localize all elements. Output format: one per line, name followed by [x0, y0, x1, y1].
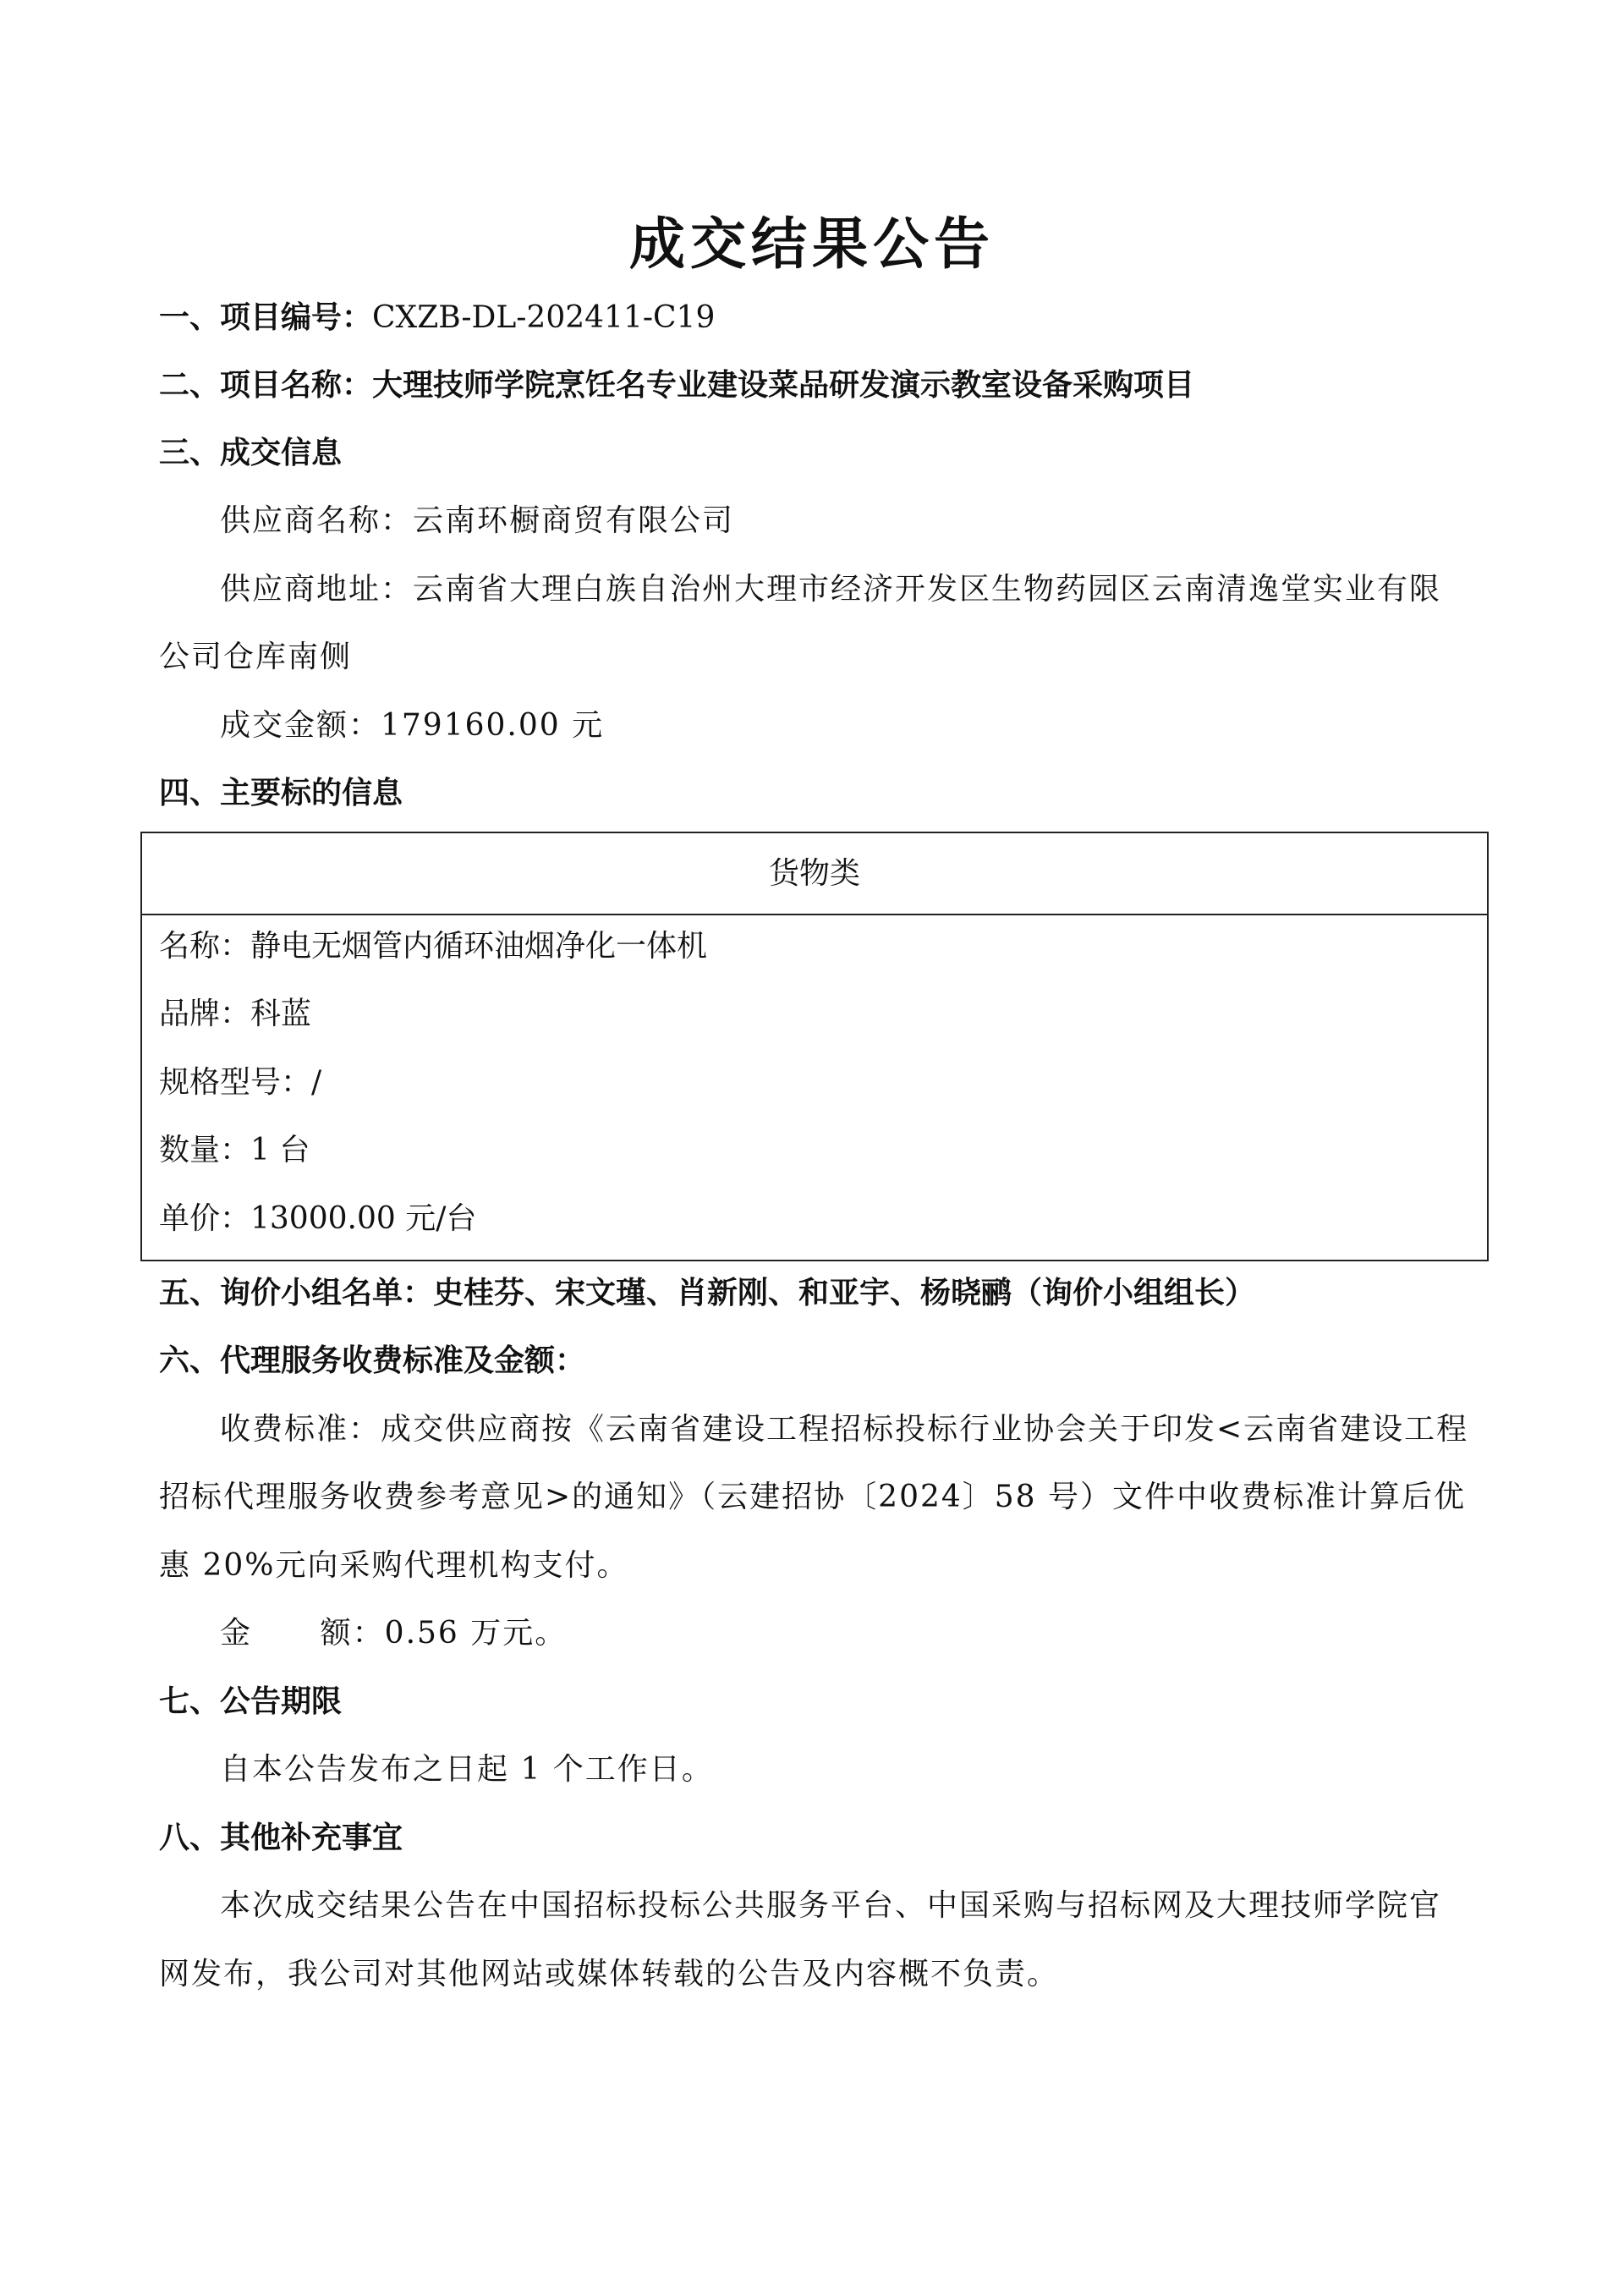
- notice-period-heading: 七、公告期限: [159, 1684, 343, 1719]
- other-matters-line1: 本次成交结果公告在中国招标投标公共服务平台、中国采购与招标网及大理技师学院官: [220, 1888, 1442, 1923]
- goods-category-cell: 货物类: [142, 833, 1487, 915]
- main-subject-heading: 四、主要标的信息: [159, 776, 403, 810]
- project-number-label: 一、项目编号：: [159, 300, 373, 335]
- fee-standard-line3: 惠 20%元向采购代理机构支付。: [159, 1548, 629, 1583]
- deal-info-heading: 三、成交信息: [159, 436, 343, 470]
- inquiry-group-line: 五、询价小组名单：史桂芬、宋文瑾、肖新刚、和亚宇、杨晓鹂（询价小组组长）: [159, 1276, 1256, 1310]
- fee-amount: 金 额：0.56 万元。: [220, 1616, 568, 1651]
- other-matters-line2: 网发布，我公司对其他网站或媒体转载的公告及内容概不负责。: [159, 1957, 1060, 1991]
- supplier-address-line2: 公司仓库南侧: [159, 640, 353, 674]
- fee-standard-line1: 收费标准：成交供应商按《云南省建设工程招标投标行业协会关于印发<云南省建设工程: [220, 1412, 1469, 1447]
- project-name-label: 二、项目名称：: [159, 368, 373, 403]
- fee-standard-line2: 招标代理服务收费参考意见>的通知》（云建招协〔2024〕58 号）文件中收费标准计算后优: [159, 1480, 1467, 1514]
- goods-name: 名称：静电无烟管内循环油烟净化一体机: [159, 929, 708, 964]
- page-title: 成交结果公告: [629, 211, 995, 277]
- project-name-line: [159, 365, 1194, 406]
- goods-quantity: 数量：1 台: [159, 1133, 310, 1167]
- project-number-value: CXZB-DL-202411-C19: [372, 300, 716, 335]
- agency-fee-heading: 六、代理服务收费标准及金额：: [159, 1343, 586, 1378]
- other-matters-heading: 八、其他补充事宜: [159, 1821, 403, 1855]
- deal-amount: 成交金额：179160.00 元: [220, 708, 605, 743]
- supplier-address-line1: 供应商地址：云南省大理白族自治州大理市经济开发区生物药园区云南清逸堂实业有限: [220, 572, 1442, 607]
- project-name-value: 大理技师学院烹饪名专业建设菜品研发演示教室设备采购项目: [372, 368, 1195, 403]
- supplier-name: 供应商名称：云南环橱商贸有限公司: [220, 503, 735, 538]
- goods-brand: 品牌：科蓝: [159, 997, 312, 1031]
- project-number-line: [159, 298, 715, 338]
- goods-table: [140, 832, 1489, 1261]
- goods-unit-price: 单价：13000.00 元/台: [159, 1201, 477, 1236]
- goods-model: 规格型号：/: [159, 1065, 322, 1100]
- notice-period-text: 自本公告发布之日起 1 个工作日。: [220, 1752, 714, 1787]
